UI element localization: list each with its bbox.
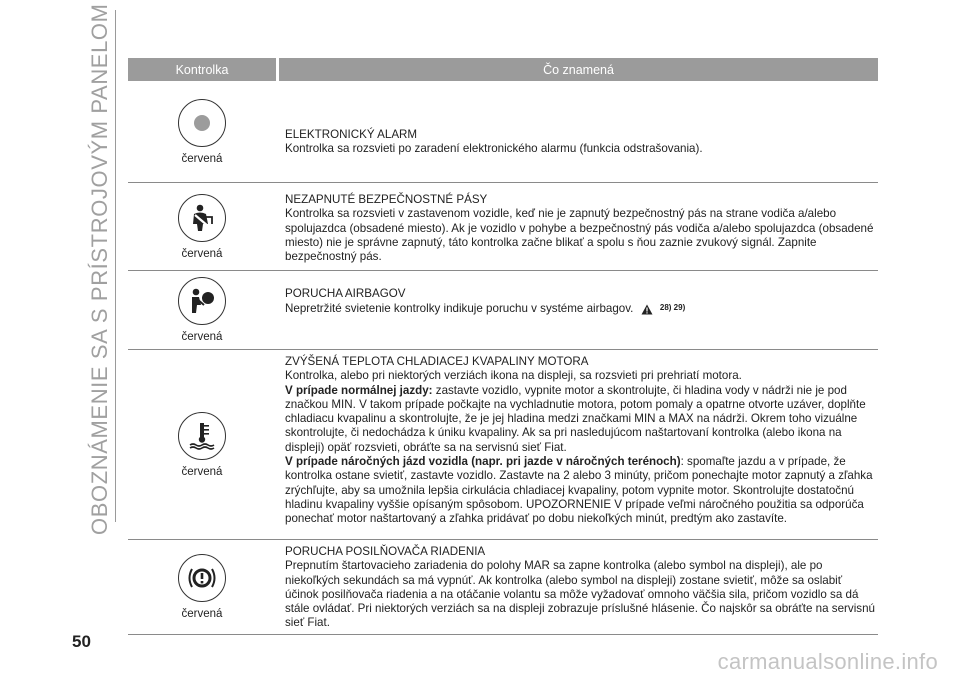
watermark: carmanualsonline.info: [717, 649, 938, 674]
coolant-temperature-icon: [178, 412, 226, 460]
seatbelt-icon: [178, 194, 226, 242]
color-label: červená: [181, 247, 223, 260]
header-kontrolka: Kontrolka: [128, 58, 276, 81]
description-cell: [276, 81, 878, 182]
airbag-icon: [178, 277, 226, 325]
row-text: Nepretržité svietenie kontrolky indikuje poruchu v systéme airbagov.: [285, 302, 634, 316]
icon-cell: [128, 540, 276, 634]
row-title: ZVÝŠENÁ TEPLOTA CHLADIACEJ KVAPALINY MOTORA: [285, 355, 589, 368]
normal-driving-paragraph: [285, 384, 878, 455]
page-number: 50: [72, 632, 91, 651]
warning-triangle-icon: [641, 304, 653, 315]
side-chapter-title: OBOZNÁMENIE SA S PRÍSTROJOVÝM PANELOM: [87, 3, 112, 535]
description-cell: [276, 540, 878, 634]
color-label: červená: [181, 465, 223, 478]
description-cell: [276, 350, 878, 539]
color-label: červená: [181, 331, 223, 343]
electronic-alarm-icon: [178, 99, 226, 147]
row-text-line: [285, 301, 878, 316]
power-steering-icon: [178, 554, 226, 602]
warning-lights-table: [128, 58, 878, 635]
row-text: Kontrolka sa rozsvieti po zaradení elektronického alarmu (funkcia odstrašovania).: [285, 142, 703, 156]
icon-cell: [128, 81, 276, 182]
description-cell: [276, 183, 878, 270]
footnote-references: 28) 29): [659, 303, 686, 313]
table-row: [128, 540, 878, 635]
demanding-driving-paragraph: [285, 455, 878, 526]
row-title: PORUCHA POSILŇOVAČA RIADENIA: [285, 545, 486, 558]
row-title: NEZAPNUTÉ BEZPEČNOSTNÉ PÁSY: [285, 193, 488, 206]
normal-driving-text: zastavte vozidlo, vypnite motor a skontrolujte, či hladina vody v nádrži nie je pod značkou MIN. V takom prípade počkajte na vychladnutie motora, potom pomaly a opatrne otvorte uzáver, doplňte chladiacu kvapalinu a skontrolujte, že je jej hladina medzi značkami MIN a MAX na nádrži. Okrem toho vizuálne skontrolujte, či nedochádza k úniku kvapaliny. Ak sa pri nasledujúcom naštartovaní kontrolka (alebo ikona na displeji) opäť rozsvieti, obráťte sa na servisnú sieť Fiat.: [285, 383, 866, 454]
icon-cell: [128, 183, 276, 270]
row-text: Prepnutím štartovacieho zariadenia do polohy MAR sa zapne kontrolka (alebo symbol na displeji), ale po niekoľkých sekundách sa má vypnúť. Ak kontrolka (alebo symbol na displeji) zostane svietiť, môže sa oslabiť účinok posilňovača riadenia a na otáčanie volantu sa môže vyžadovať omnoho väčšia sila, pričom vozidlo sa dá stále ovládať. Pri niektorých verziách sa na displeji zobrazuje príslušné hlásenie. Čo najskôr sa obráťte na servisnú sieť Fiat.: [285, 559, 875, 630]
demanding-driving-heading: V prípade náročných jázd vozidla (napr. pri jazde v náročných terénoch): [285, 455, 681, 469]
row-title: PORUCHA AIRBAGOV: [285, 287, 406, 300]
color-label: červená: [181, 608, 223, 620]
table-row: [128, 350, 878, 540]
description-cell: [276, 271, 878, 349]
icon-cell: [128, 271, 276, 349]
row-text-intro: Kontrolka, alebo pri niektorých verziách ikona na displeji, sa rozsvieti pri prehriatí motora.: [285, 369, 742, 383]
table-row: [128, 81, 878, 183]
table-row: [128, 271, 878, 350]
table-row: [128, 183, 878, 271]
header-co-znamena: Čo znamená: [279, 58, 878, 81]
row-text: Kontrolka sa rozsvieti v zastavenom vozidle, keď nie je zapnutý bezpečnostný pás na strane vodiča a/alebo spolujazdca (obsadené miesto). Ak je vozidlo v pohybe a bezpečnostný pás vodiča a/alebo spolujazdca (obsadené miesto) nie je správne zapnutý, táto kontrolka začne blikať a spolu s ňou zaznie zvukový signál. Zapnite bezpečnostný pás.: [285, 207, 874, 264]
color-label: červená: [181, 152, 223, 165]
table-header: [128, 58, 878, 81]
demanding-driving-text: : spomaľte jazdu a v prípade, že kontrolka ostane svietiť, zastavte vozidlo. Zastavte na 2 alebo 3 minúty, pričom ponechajte motor zapnutý a zľahka zrýchľujte, aby sa umožnila lepšia cirkulácia chladiacej kvapaliny, potom vypnite motor. Skontrolujte dostatočnú hladinu kvapaliny vyššie opísaným spôsobom. UPOZORNENIE V prípade veľmi náročného použitia sa odporúča ponechať motor naštartovaný a zľahka pridávať po dobu niekoľkých minút, predtým ako zastavíte.: [285, 455, 873, 526]
icon-cell: [128, 350, 276, 539]
side-rule: [115, 10, 116, 522]
row-title: ELEKTRONICKÝ ALARM: [285, 128, 418, 141]
normal-driving-heading: V prípade normálnej jazdy:: [285, 383, 433, 397]
